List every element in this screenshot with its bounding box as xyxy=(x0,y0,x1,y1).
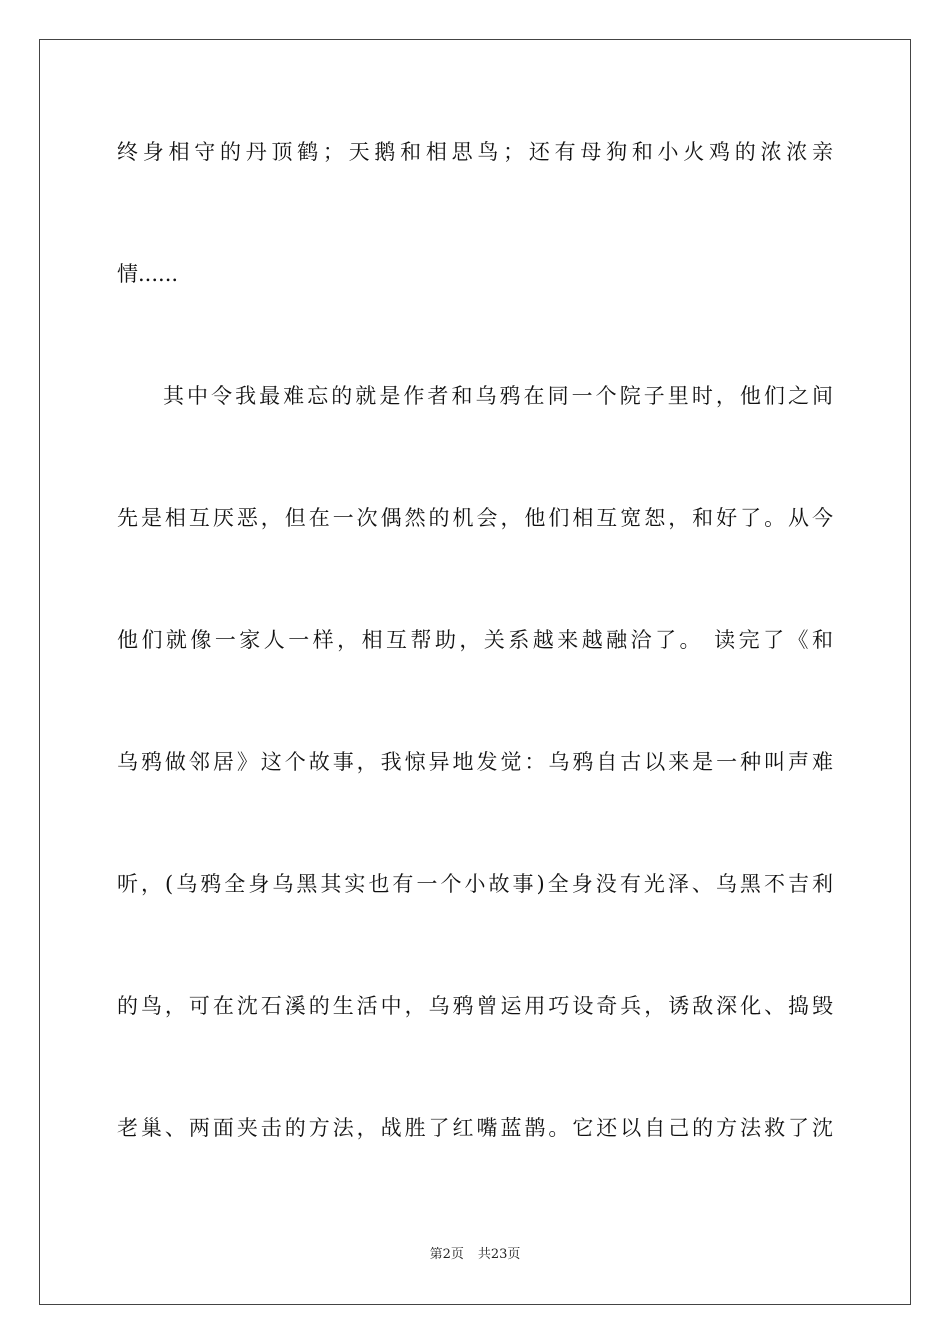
page-footer xyxy=(0,1245,950,1265)
paragraph-line: 情...... xyxy=(117,262,179,286)
paragraph-line: 其中令我最难忘的就是作者和乌鸦在同一个院子里时，他们之间 xyxy=(163,384,833,408)
paragraph-line: 终身相守的丹顶鹤；天鹅和相思鸟；还有母狗和小火鸡的浓浓亲 xyxy=(117,140,833,164)
page-number: 第2页 xyxy=(429,1247,464,1262)
paragraph-line: 他们就像一家人一样，相互帮助，关系越来越融洽了。 读完了《和 xyxy=(117,628,833,652)
paragraph-line: 乌鸦做邻居》这个故事，我惊异地发觉：乌鸦自古以来是一种叫声难 xyxy=(117,750,833,774)
paragraph-line: 的鸟，可在沈石溪的生活中，乌鸦曾运用巧设奇兵，诱敌深化、捣毁 xyxy=(117,994,833,1018)
paragraph-line: 听，(乌鸦全身乌黑其实也有一个小故事)全身没有光泽、乌黑不吉利 xyxy=(117,872,833,896)
paragraph-line: 先是相互厌恶，但在一次偶然的机会，他们相互宽恕，和好了。从今 xyxy=(117,506,833,530)
document-body xyxy=(117,127,833,1225)
total-pages: 共23页 xyxy=(477,1247,521,1262)
paragraph-line: 老巢、两面夹击的方法，战胜了红嘴蓝鹊。它还以自己的方法救了沈 xyxy=(117,1116,833,1140)
